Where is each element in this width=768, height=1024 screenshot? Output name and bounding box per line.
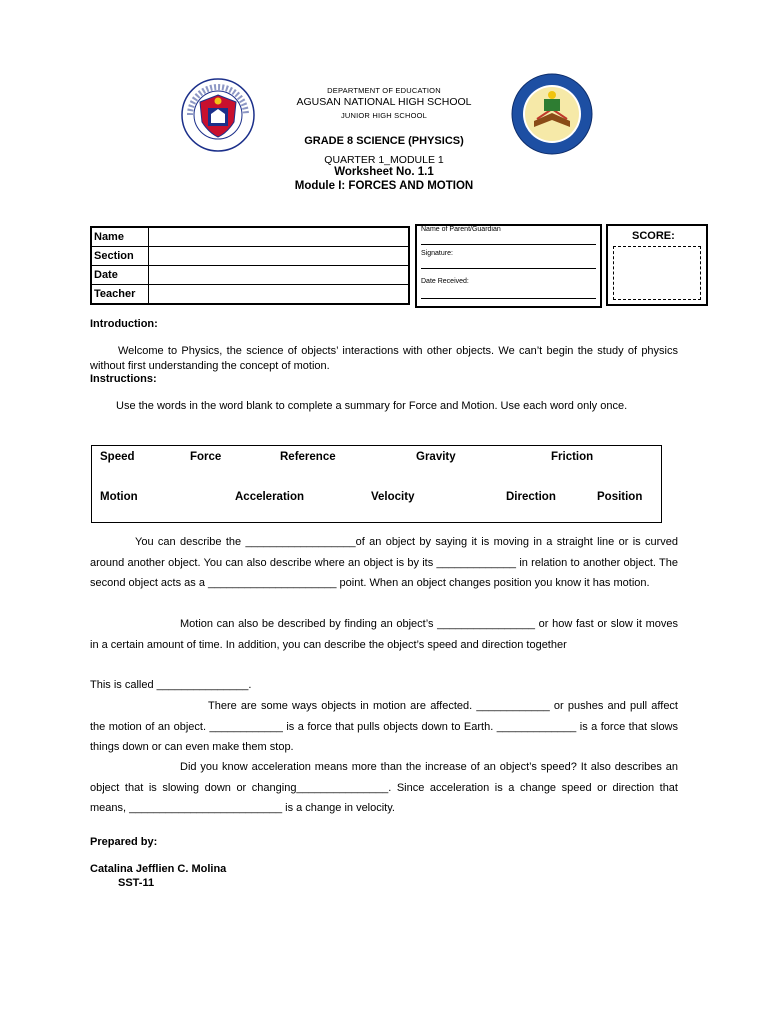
quarter-label: QUARTER 1_MODULE 1 [324, 154, 444, 166]
score-field[interactable] [613, 246, 701, 300]
signature-line[interactable] [421, 268, 596, 269]
summary-paragraph-3: There are some ways objects in motion are affected. ____________ or pushes and pull affect the motion of an object. ____________ is a force that pulls objects down to Earth. _____________ is a force that slows things down or can even make them stop. [90, 700, 678, 753]
subject-title: GRADE 8 SCIENCE (PHYSICS) [304, 135, 464, 147]
word-acceleration: Acceleration [235, 491, 305, 503]
score-label: SCORE: [632, 230, 675, 242]
worksheet-number: Worksheet No. 1.1 [334, 166, 434, 178]
teacher-label: Teacher [91, 285, 148, 305]
word-motion: Motion [100, 491, 138, 503]
instructions-text: Use the words in the word blank to complete a summary for Force and Motion. Use each word only once. [116, 400, 628, 412]
summary-paragraph-4: Did you know acceleration means more than the increase of an object’s speed? It also describes an object that is slowing down or changing_______________. Since acceleration is a change speed or direction that means, _________________________ is a change in velocity. [90, 761, 678, 814]
introduction-heading: Introduction: [90, 318, 158, 330]
guardian-label: Name of Parent/Guardian [421, 226, 501, 233]
word-velocity: Velocity [371, 491, 415, 503]
date-field[interactable] [148, 266, 409, 285]
date-received-label: Date Received: [421, 278, 469, 285]
date-row [91, 266, 409, 285]
date-label: Date [91, 266, 148, 285]
date-received-line[interactable] [421, 298, 596, 299]
department-label: DEPARTMENT OF EDUCATION [327, 86, 441, 95]
word-bank [91, 445, 662, 523]
guardian-line[interactable] [421, 244, 596, 245]
word-speed: Speed [100, 451, 135, 463]
signature-label: Signature: [421, 250, 453, 257]
word-position: Position [597, 491, 643, 503]
introduction-text [90, 344, 678, 374]
teacher-row [91, 285, 409, 305]
introduction-body: Welcome to Physics, the science of objects’ interactions with other objects. We can’t begin the study of physics without first understanding the concept of motion. [90, 345, 678, 372]
section-label: Section [91, 247, 148, 266]
word-friction: Friction [551, 451, 594, 463]
summary-paragraph-2-end: This is called _______________. [90, 679, 252, 691]
word-gravity: Gravity [416, 451, 456, 463]
guardian-box [415, 224, 602, 308]
summary-paragraph-2: Motion can also be described by finding an object’s ________________ or how fast or slow it moves in a certain amount of time. In addition, you can describe the object’s speed and direction together [90, 618, 678, 651]
preparer-name: Catalina Jefflien C. Molina [90, 863, 227, 875]
word-reference: Reference [280, 451, 336, 463]
word-direction: Direction [506, 491, 556, 503]
name-label: Name [91, 227, 148, 247]
school-level: JUNIOR HIGH SCHOOL [340, 111, 428, 120]
module-title: Module I: FORCES AND MOTION [294, 180, 474, 192]
school-name: AGUSAN NATIONAL HIGH SCHOOL [296, 96, 472, 108]
section-row [91, 247, 409, 266]
instructions-heading: Instructions: [90, 373, 157, 385]
score-box [606, 224, 708, 306]
name-field[interactable] [148, 227, 409, 247]
section-field[interactable] [148, 247, 409, 266]
preparer-position: SST-11 [118, 877, 155, 889]
prepared-by-label: Prepared by: [90, 836, 158, 848]
name-row [91, 227, 409, 247]
word-force: Force [190, 451, 222, 463]
teacher-field[interactable] [148, 285, 409, 305]
summary-paragraph-1: You can describe the __________________of an object by saying it is moving in a straight line or is curved around another object. You can also describe where an object is by its _____________ in relation to another object. The second object acts as a _____________________ point. When an object changes position you know it has motion. [90, 536, 678, 589]
student-info-table [90, 226, 410, 305]
